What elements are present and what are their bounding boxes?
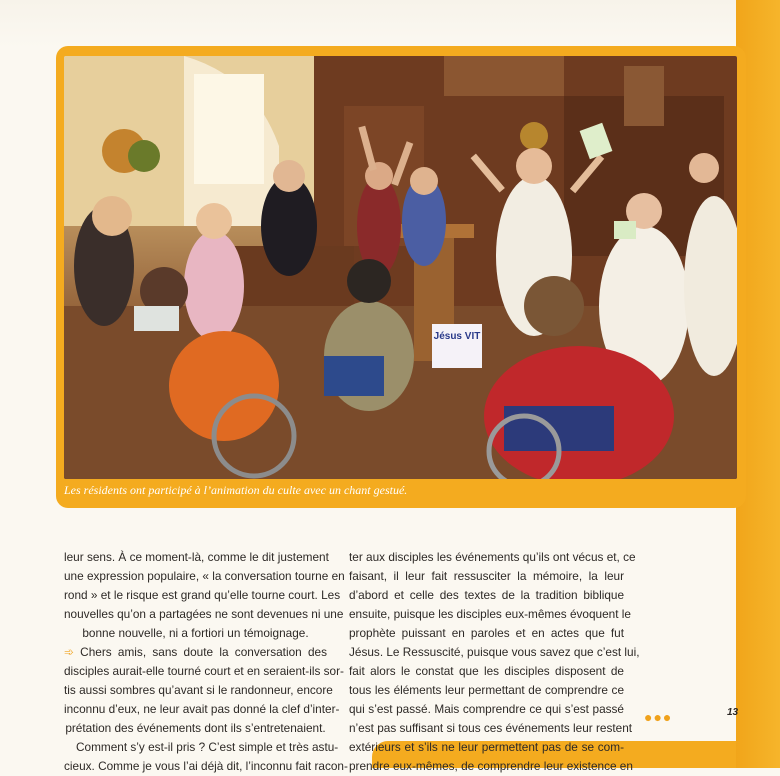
text-line: leur sens. À ce moment-là, comme le dit justement [64,550,329,564]
text-line: inconnu d’eux, ne leur avait pas donné la clef d’inter- [64,702,340,716]
worship-photo [64,56,737,479]
text-line: extérieurs et s’ils ne leur permettent pas de se com- [349,740,624,754]
text-line: ensuite, puisque les disciples eux-mêmes évoquent le [349,607,631,621]
text-line: cieux. Comme je vous l’ai déjà dit, l’inconnu fait racon- [64,759,348,773]
text-line: ter aux disciples les événements qu’ils ont vécus et, ce [349,550,636,564]
text-line: prendre eux-mêmes, de comprendre leur existence en [349,759,633,773]
text-line: Chers amis, sans doute la conversation des [80,645,327,659]
text-line: bonne nouvelle, ni a fortiori un témoignage. [82,626,309,640]
text-line: rond » et le risque est grand qu’elle tourne court. Les [64,588,341,602]
text-column-right [349,548,640,776]
photo-illustration [64,56,737,479]
text-line: prétation des événements dont ils s’entretenaient. [65,721,326,735]
text-line: qui s’est passé. Mais comprendre ce qui s’est passé [349,702,624,716]
text-line: prophète puissant en paroles et en actes que fut [349,626,624,640]
text-line: Jésus. Le Ressuscité, puisque vous savez que c’est lui, [349,645,640,659]
text-line: n’est pas suffisant si tous ces événements leur restent [349,721,633,735]
text-line: Comment s’y est-il pris ? C’est simple et très astu- [76,740,339,754]
text-line: disciples aurait-elle tourné court et en seraient-ils sor- [64,664,344,678]
text-line: d’abord et celle des textes de la tradition biblique [349,588,624,602]
page-number: 13 [727,707,739,718]
text-line: une expression populaire, « la conversation tourne en [64,569,345,583]
sign-text: Jésus VIT [433,331,481,342]
text-line: fait alors le constat que les disciples disposent de [349,664,624,678]
photo-caption: Les résidents ont participé à l’animation du culte avec un chant gestué. [64,483,408,497]
arrow-icon: ➾ [64,645,74,659]
text-column-left [64,548,348,776]
ellipsis-dots-icon: ●●● [644,709,673,725]
paragraph-start-line [64,643,327,662]
text-line: tous les éléments leur permettant de comprendre ce [349,683,624,697]
text-line: tis aussi sombres qu’avant si le randonneur, encore [64,683,333,697]
text-line: faisant, il leur fait ressusciter la mémoire, la leur [349,569,624,583]
previous-page-bleed [0,0,736,48]
text-line: nouvelles qu’on a partagées ne sont devenues ni une [64,607,344,621]
